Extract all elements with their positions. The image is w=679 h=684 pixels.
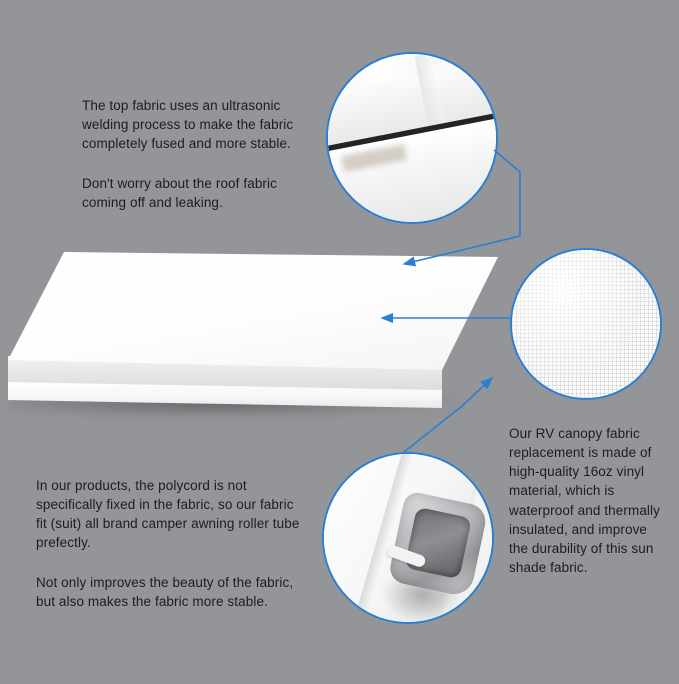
slab-top-surface xyxy=(8,252,498,370)
callout-bottom-left-paragraph-2: Not only improves the beauty of the fabric, but also makes the fabric more stable. xyxy=(36,575,294,610)
vinyl-weave-closeup-bubble xyxy=(510,248,662,400)
rv-awning-fabric-slab xyxy=(8,252,498,427)
callout-right-paragraph-1: Our RV canopy fabric replacement is made of high-quality 16oz vinyl material, which is waterproof and thermally insulated, and improve the durability of this sun shade fabric. xyxy=(509,426,660,576)
callout-bottom-left-paragraph-1: In our products, the polycord is not specifically fixed in the fabric, so our fabric fit (suit) all brand camper awning roller tube prefectly. xyxy=(36,478,300,551)
weave-highlight xyxy=(512,250,660,398)
callout-top-paragraph-1: The top fabric uses an ultrasonic welding process to make the fabric completely fused and more stable. xyxy=(82,98,294,152)
polycord-closeup-bubble xyxy=(322,452,494,624)
welded-seam-closeup-bubble xyxy=(326,52,498,224)
callout-top-paragraph-2: Don't worry about the roof fabric coming off and leaking. xyxy=(82,176,277,211)
